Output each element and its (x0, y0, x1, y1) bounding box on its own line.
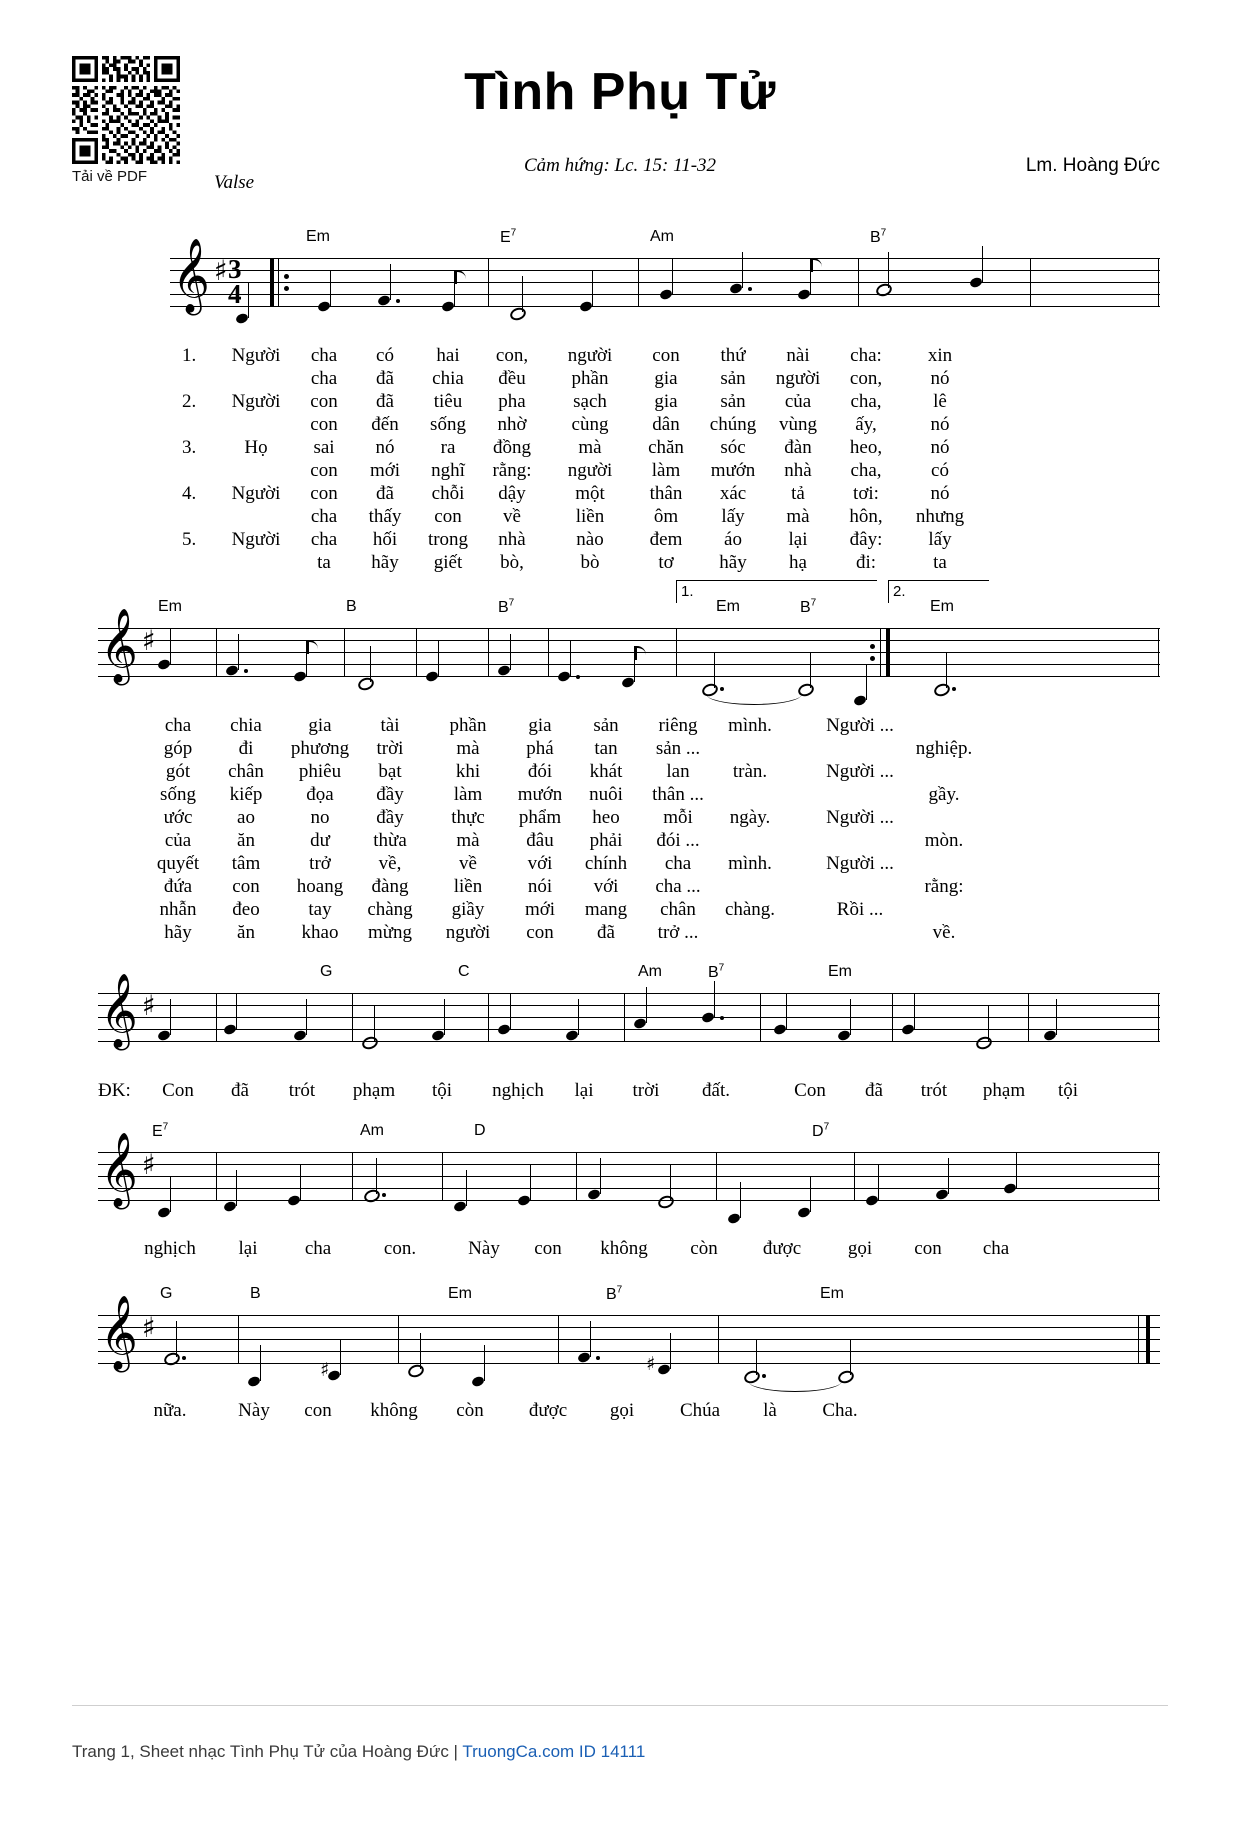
sharp-accidental: ♯ (646, 1353, 656, 1375)
footer-text: Trang 1, Sheet nhạc Tình Phụ Tử của Hoàng Đức | (72, 1742, 463, 1761)
verse-number: 1. (182, 345, 197, 366)
time-signature (228, 254, 242, 309)
key-signature-sharp: ♯ (214, 254, 228, 287)
verse-number: 3. (182, 437, 197, 458)
key-signature-sharp: ♯ (142, 624, 156, 657)
chord-symbol: Em (158, 598, 182, 615)
staff-system-3 (98, 963, 1160, 1063)
staff-lines (98, 1315, 1160, 1365)
staff-system-5 (98, 1285, 1160, 1385)
verse-number: 4. (182, 483, 197, 504)
treble-clef-icon: 𝄞 (100, 974, 138, 1048)
tempo-marking: Valse (214, 172, 255, 193)
treble-clef-icon: 𝄞 (100, 609, 138, 683)
chord-symbol: Am (638, 963, 662, 980)
staff-lines (98, 628, 1160, 678)
verse-number: 5. (182, 529, 197, 550)
chord-symbol: C (458, 963, 470, 980)
chord-symbol: B (346, 598, 357, 615)
chord-symbol: Em (448, 1285, 472, 1302)
chord-symbol: $B^7$ (708, 963, 725, 982)
chord-symbol: $E^7$ (152, 1122, 169, 1141)
chord-symbol: $B^7$ (870, 228, 887, 247)
treble-clef-icon: 𝄞 (100, 1133, 138, 1207)
chord-symbol: $B^7$ (498, 598, 515, 617)
chord-symbol: $E^7$ (500, 228, 517, 247)
footer-caption (72, 1742, 645, 1762)
staff-system-1 (170, 228, 1160, 328)
chord-symbol: $B^7$ (800, 598, 817, 617)
time-signature-top: 3 (228, 254, 242, 284)
footer-source-link[interactable]: TruongCa.com ID 14111 (462, 1742, 646, 1761)
chord-symbol: Em (820, 1285, 844, 1302)
footer-divider (72, 1705, 1168, 1706)
composer-name: Lm. Hoàng Đức (1025, 155, 1160, 176)
volta-bracket-2: 2. (888, 580, 989, 603)
inspiration-text: Cảm hứng: Lc. 15: 11-32 (523, 155, 717, 176)
final-barline (1146, 1315, 1150, 1364)
verse-number: 2. (182, 391, 197, 412)
refrain-label: ĐK: (98, 1080, 131, 1101)
staff-system-4 (98, 1122, 1160, 1222)
tie (748, 1381, 842, 1392)
chord-symbol: G (320, 963, 333, 980)
chord-symbol: Em (828, 963, 852, 980)
treble-clef-icon: 𝄞 (172, 239, 210, 313)
time-signature-bottom: 4 (228, 279, 242, 309)
chord-symbol: Em (716, 598, 740, 615)
chord-symbol: Am (650, 228, 674, 245)
key-signature-sharp: ♯ (142, 1148, 156, 1181)
staff-lines (98, 1152, 1160, 1202)
sheet-music-page: Tải về PDF Tình Phụ Tử Cảm hứng: Lc. 15: 11-32 Lm. Hoàng Đức Valse 𝄞 ♯ 3 4 Em $E^7$ Am $B^7$ 1. 2. 3. 4. 5. Người cha có hai con, người con thứ nài cha: xin cha đã chia đều phần gia sản người con, nó Người con đã tiêu pha sạch gia sản của cha, lê con đến sống nhờ cùng dân chúng vùng ấy, nó Họ sai nó ra đồng mà chăn sóc đàn heo, nó con mới nghĩ rằng: người làm mướn nhà cha, có Người con đã chỗi dậy một thân xác tả tơi: nó cha thấy con về liền ôm lấy mà hôn, nhưng Người cha hối trong nhà nào đem áo lại đây: lấy ta hãy giết bò, bò tơ hãy hạ đi: ta 𝄞 ♯ Em B $B^7$ Em $B^7$ Em 1. 2. cha chia gia tài phần gia sản riêng mình. Người ... góp đi phương trời mà phá tan sản ... nghiệp. gót chân phiêu bạt khi đói khát lan tràn. Người ... sống kiếp đọa đầy làm mướn nuôi thân ... gầy. ước ao no đầy thực phẩm heo mỗi ngày. Người ... của ăn dư thừa mà đâu phải đói ... mòn. quyết tâm trở về, về với chính cha mình. Người ... đứa con hoang đàng liền nói với cha ... rằng: nhẫn đeo tay chàng giầy mới mang chân chàng. Rồi ... hãy ăn khao mừng người con đã trở ... về. 𝄞 ♯ G C Am $B^7$ Em ĐK: Con đã trót phạm tội nghịch lại trời đất. Con đã trót phạm tội 𝄞 ♯ $E^7$ Am D $D^7$ nghịch lại cha con. Này con không còn được gọi con cha 𝄞 ♯ G B Em $B^7$ Em ♯ ♯ nữa. Này con không còn được gọi Chúa là Cha. Trang 1, Sheet nhạc Tình Phụ Tử của Hoàng Đức | TruongCa.com ID 14111 (0, 0, 1240, 1840)
chord-symbol: Am (360, 1122, 384, 1139)
staff-lines (170, 258, 1160, 308)
chord-symbol: Em (306, 228, 330, 245)
chord-symbol: Em (930, 598, 954, 615)
chord-symbol: G (160, 1285, 173, 1302)
tie (706, 694, 802, 705)
staff-lines (98, 993, 1160, 1043)
key-signature-sharp: ♯ (142, 989, 156, 1022)
treble-clef-icon: 𝄞 (100, 1296, 138, 1370)
page-title: Tình Phụ Tử (464, 63, 776, 121)
chord-symbol: $D^7$ (812, 1122, 830, 1141)
chord-symbol: $B^7$ (606, 1285, 623, 1304)
sharp-accidental: ♯ (320, 1359, 330, 1381)
chord-symbol: D (474, 1122, 486, 1139)
staff-system-2 (98, 583, 1160, 698)
chord-symbol: B (250, 1285, 261, 1302)
key-signature-sharp: ♯ (142, 1311, 156, 1344)
volta-bracket-1: 1. (676, 580, 877, 603)
download-pdf-label[interactable]: Tải về PDF (72, 168, 148, 185)
